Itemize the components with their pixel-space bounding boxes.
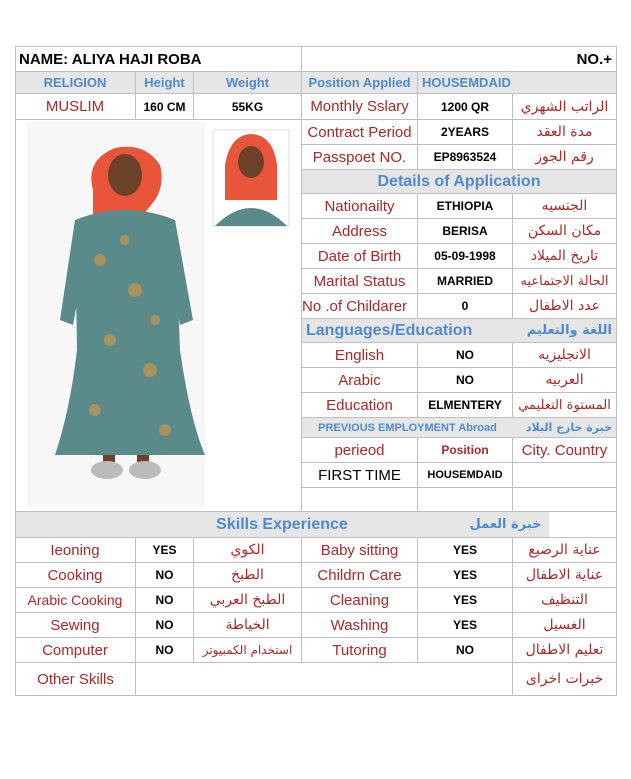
weight-label: Weight: [194, 72, 302, 94]
employment-header-ar: خبرة خارج البلاد: [513, 418, 617, 438]
skill-sewing-ar: الخياطة: [194, 613, 302, 638]
education-ar: المستوة التعليمي: [513, 393, 617, 418]
other-skills-ar: خبرات اخراى: [513, 663, 617, 696]
cv-number: NO.+: [302, 46, 617, 72]
skill-washing-value: YES: [418, 613, 513, 638]
skill-computer-label: Computer: [15, 638, 136, 663]
empty-cell: [513, 488, 617, 512]
skills-row: [15, 638, 617, 663]
english-ar: الانجليزيه: [513, 343, 617, 368]
passport-label: Passpoet NO.: [302, 145, 418, 170]
languages-header: Languages/Education: [302, 319, 513, 343]
skills-header-row: [15, 512, 617, 538]
applicant-passport-photo: [213, 130, 289, 226]
skill-tutoring-value: NO: [418, 638, 513, 663]
skills-row: [15, 563, 617, 588]
skill-ironing-value: YES: [136, 538, 194, 563]
employment-period: FIRST TIME: [302, 463, 418, 488]
applicant-name: NAME: ALIYA HAJI ROBA: [15, 46, 302, 72]
skill-childcare-value: YES: [418, 563, 513, 588]
employment-empty-row: [302, 488, 617, 512]
employment-row: [302, 463, 617, 488]
skill-tutoring-ar: تعليم الاطفال: [513, 638, 617, 663]
passport-value: EP8963524: [418, 145, 513, 170]
english-row: [302, 343, 617, 368]
skills-row: [15, 613, 617, 638]
religion-value: MUSLIM: [15, 94, 136, 120]
skill-sewing-value: NO: [136, 613, 194, 638]
skill-cooking-ar: الطبخ: [194, 563, 302, 588]
english-label: English: [302, 343, 418, 368]
skill-computer-ar: استخدام الكمبيوتر: [194, 638, 302, 663]
dob-label: Date of Birth: [302, 244, 418, 269]
employment-header-row: [302, 418, 617, 438]
education-value: ELMENTERY: [418, 393, 513, 418]
skill-ironing-ar: الكوي: [194, 538, 302, 563]
religion-label: RELIGION: [15, 72, 136, 94]
marital-label: Marital Status: [302, 269, 418, 294]
passport-ar: رقم الجوز: [513, 145, 617, 170]
empty-cell: [302, 488, 418, 512]
skill-childcare-ar: عناية الاطفال: [513, 563, 617, 588]
contract-period-value: 2YEARS: [418, 120, 513, 145]
weight-value: 55KG: [194, 94, 302, 120]
skill-arabic-cooking-value: NO: [136, 588, 194, 613]
position-applied-label: Position Applied: [302, 72, 418, 94]
skill-ironing-label: Ieoning: [15, 538, 136, 563]
details-header-row: [302, 170, 617, 194]
contract-period-label: Contract Period: [302, 120, 418, 145]
other-skills-row: [15, 663, 617, 696]
address-row: [302, 219, 617, 244]
nationality-label: Nationailty: [302, 194, 418, 219]
education-row: [302, 393, 617, 418]
skills-header-ar: خبرة العمل: [395, 512, 617, 538]
address-value: BERISA: [418, 219, 513, 244]
skill-computer-value: NO: [136, 638, 194, 663]
nationality-value: ETHIOPIA: [418, 194, 513, 219]
skill-babysitting-ar: عناية الرضيع: [513, 538, 617, 563]
skills-row: [15, 588, 617, 613]
info-value-row: [15, 94, 617, 120]
children-row: [302, 294, 617, 319]
skills-row: [15, 538, 617, 563]
skill-sewing-label: Sewing: [15, 613, 136, 638]
details-header: Details of Application: [302, 170, 617, 194]
skill-cleaning-label: Cleaning: [302, 588, 418, 613]
skill-tutoring-label: Tutoring: [302, 638, 418, 663]
name-row: [15, 46, 617, 72]
skill-washing-ar: الغسيل: [513, 613, 617, 638]
empty-cell: [418, 488, 513, 512]
monthly-salary-value: 1200 QR: [418, 94, 513, 120]
employment-header: PREVIOUS EMPLOYMENT Abroad: [302, 418, 513, 438]
dob-row: [302, 244, 617, 269]
skill-cooking-label: Cooking: [15, 563, 136, 588]
arabic-label: Arabic: [302, 368, 418, 393]
arabic-value: NO: [418, 368, 513, 393]
employment-city: [513, 463, 617, 488]
cv-sheet: [15, 46, 617, 696]
children-value: 0: [418, 294, 513, 319]
skill-babysitting-value: YES: [418, 538, 513, 563]
nationality-row: [302, 194, 617, 219]
period-column-header: perieod: [302, 438, 418, 463]
english-value: NO: [418, 343, 513, 368]
employment-cols-row: [302, 438, 617, 463]
skill-cooking-value: NO: [136, 563, 194, 588]
left-border: [15, 46, 16, 696]
city-column-header: City. Country: [513, 438, 617, 463]
skill-cleaning-ar: التنظيف: [513, 588, 617, 613]
other-skills-label: Other Skills: [15, 663, 136, 696]
arabic-row: [302, 368, 617, 393]
children-ar: عدد الاطفال: [513, 294, 617, 319]
nationality-ar: الجنسيه: [513, 194, 617, 219]
dob-value: 05-09-1998: [418, 244, 513, 269]
education-label: Education: [302, 393, 418, 418]
marital-ar: الحالة الاجتماعيه: [513, 269, 617, 294]
info-label-row: [15, 72, 617, 94]
height-label: Height: [136, 72, 194, 94]
skills-header: Skills Experience: [15, 512, 549, 538]
position-column-header: Position: [418, 438, 513, 463]
skill-babysitting-label: Baby sitting: [302, 538, 418, 563]
skill-arabic-cooking-label: Arabic Cooking: [15, 588, 136, 613]
skill-childcare-label: Childrn Care: [302, 563, 418, 588]
contract-row: [302, 120, 617, 145]
skill-arabic-cooking-ar: الطبخ العربي: [194, 588, 302, 613]
address-ar: مكان السكن: [513, 219, 617, 244]
languages-header-ar: اللغة والتعليم: [513, 319, 617, 343]
children-label: No .of Childarer: [302, 294, 418, 319]
contract-period-ar: مدة العقد: [513, 120, 617, 145]
skill-cleaning-value: YES: [418, 588, 513, 613]
other-skills-value: [136, 663, 513, 696]
photo-area: [15, 120, 302, 512]
languages-header-row: [302, 319, 617, 343]
height-value: 160 CM: [136, 94, 194, 120]
monthly-salary-label: Monthly Sslary: [302, 94, 418, 120]
marital-row: [302, 269, 617, 294]
applicant-full-photo: [15, 120, 302, 512]
position-applied-value: HOUSEMDAID: [418, 72, 617, 94]
passport-row: [302, 145, 617, 170]
skill-washing-label: Washing: [302, 613, 418, 638]
dob-ar: تاريخ الميلاد: [513, 244, 617, 269]
employment-position: HOUSEMDAID: [418, 463, 513, 488]
address-label: Address: [302, 219, 418, 244]
arabic-ar: العربيه: [513, 368, 617, 393]
marital-value: MARRIED: [418, 269, 513, 294]
monthly-salary-ar: الراتب الشهري: [513, 94, 617, 120]
